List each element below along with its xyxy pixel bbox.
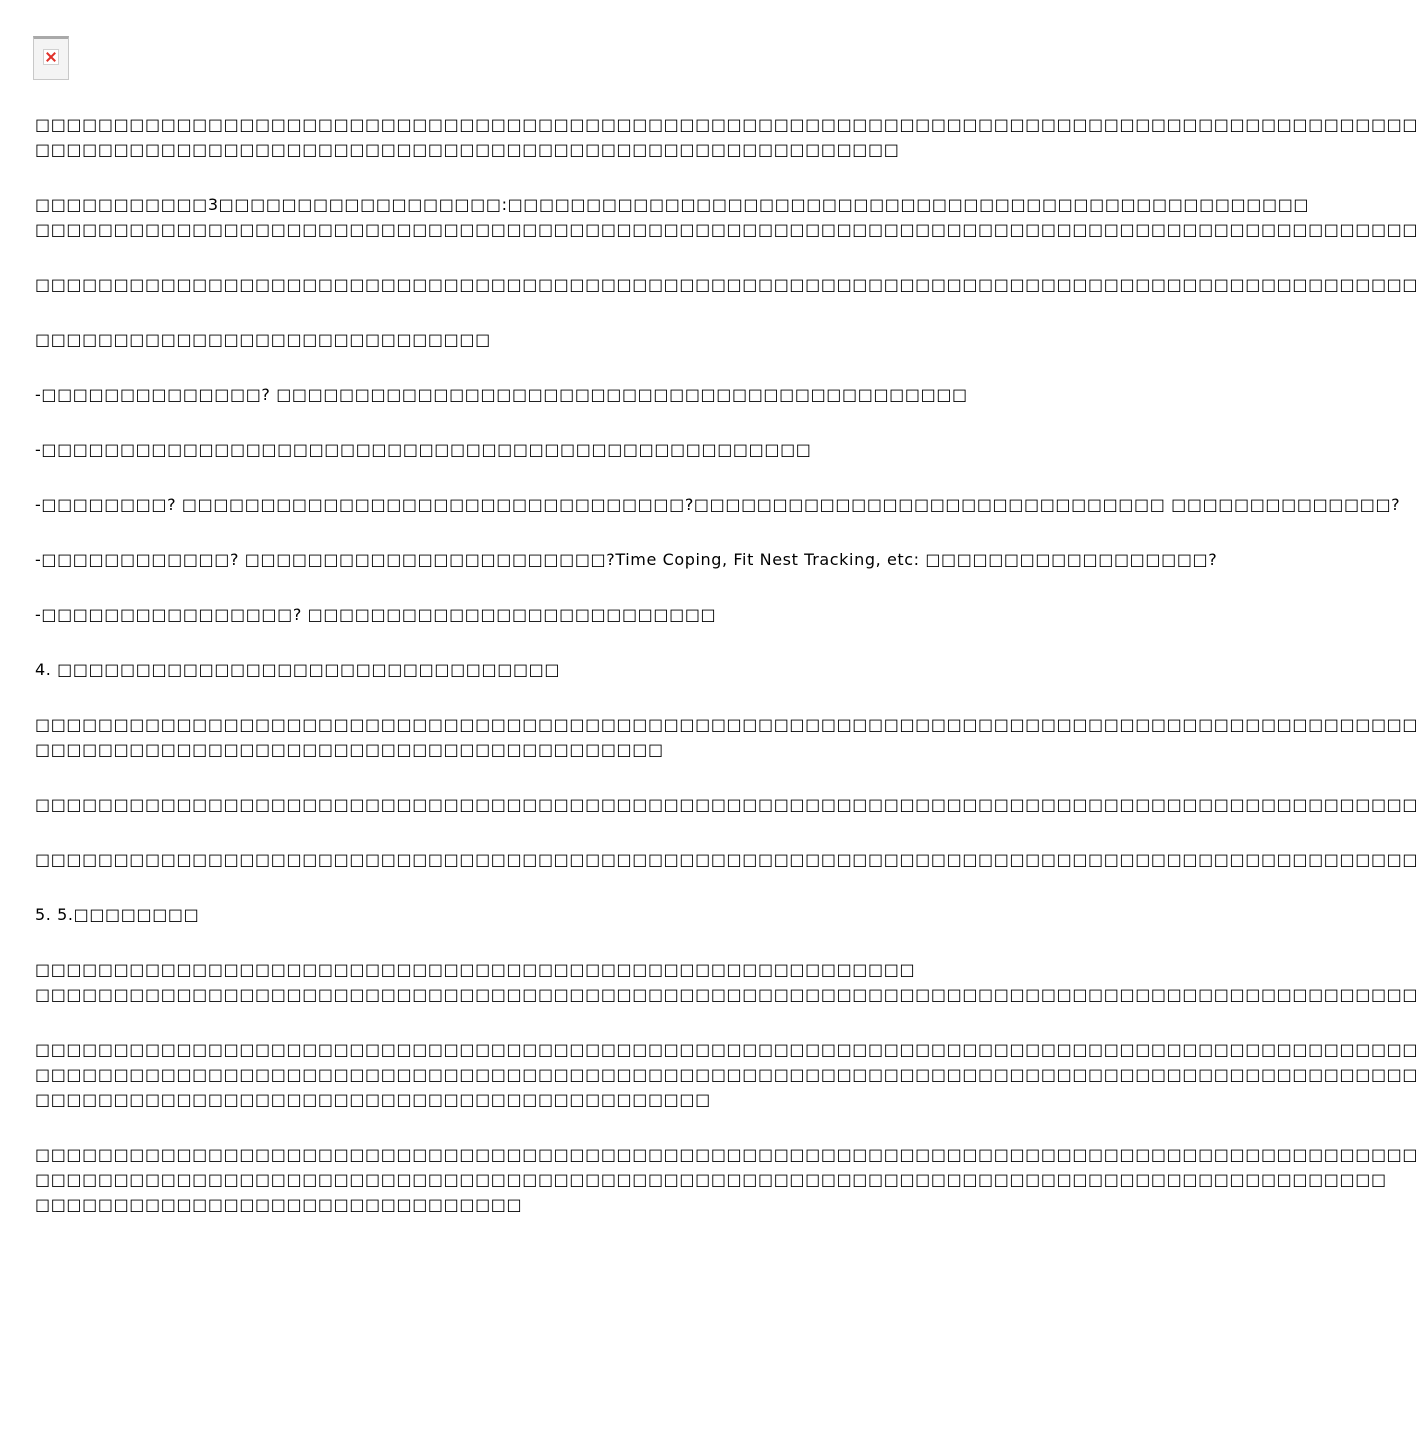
paragraph bbox=[35, 1037, 1418, 1112]
paragraph bbox=[35, 1142, 1418, 1217]
text-line: 5. 5.□□□□□□□□ bbox=[35, 905, 200, 924]
list-item bbox=[35, 547, 1218, 572]
broken-image-icon bbox=[33, 36, 69, 80]
text-line: -□□□□□□□□□□□□□□? □□□□□□□□□□□□□□□□□□□□□□□□□□□□□□□□□□□□□□□□□□□□ bbox=[35, 385, 968, 404]
text-line: -□□□□□□□□? □□□□□□□□□□□□□□□□□□□□□□□□□□□□□□□□?□□□□□□□□□□□□□□□□□□□□□□□□□□□□□□ □□□□□□□□□□□□□□? bbox=[35, 495, 1401, 514]
text-line: □□□□□□□□□□□□□□□□□□□□□□□□□□□□□□□□□□□□□□□□□□□□□□□□□□□□□□□□□□□□□□□□□□□□□□□□□□□□□□□□□□□□□□□□ bbox=[35, 795, 1418, 814]
text-line: □□□□□□□□□□□□□□□□□□□□□□□□□□□□□□□□□□□□□□□□□□□□□□□□□□□□□□□□□□□□□□□□□□□□□□□□□□□□□□□□□□□□□□ bbox=[35, 1170, 1387, 1189]
list-item bbox=[35, 437, 990, 462]
list-item bbox=[35, 602, 990, 627]
paragraph bbox=[35, 192, 1418, 242]
text-line: □□□□□□□□□□□□□□□□□□□□□□□□□□□□□□□□□□□□□□□□□□□□□□□□□□□□□□□□□□□□□□□□□□□□□□□□□□□□□□□□□□□□□□□□ bbox=[35, 115, 1418, 134]
text-line: -□□□□□□□□□□□□□□□□□□□□□□□□□□□□□□□□□□□□□□□□□□□□□□□□□ bbox=[35, 440, 812, 459]
text-line: □□□□□□□□□□□□□□□□□□□□□□□□□□□□□□□□□□□□□□□□□□□□□□□□□□□□□□□□□□□□□□□□□□□□□□□□□□□□□□□□□□□□□□□□ bbox=[35, 850, 1418, 869]
paragraph bbox=[35, 327, 990, 352]
image-error-x-icon bbox=[43, 49, 59, 65]
text-line: 4. □□□□□□□□□□□□□□□□□□□□□□□□□□□□□□□□ bbox=[35, 660, 561, 679]
paragraph bbox=[35, 847, 1418, 872]
section-heading bbox=[35, 902, 990, 927]
list-item bbox=[35, 492, 1401, 517]
text-line: □□□□□□□□□□□□□□□□□□□□□□□□□□□□□□□□□□□□□□□□□□□□□□□□□□□□□□□□ bbox=[35, 960, 916, 979]
text-line: □□□□□□□□□□□□□□□□□□□□□□□□□□□□□ bbox=[35, 330, 491, 349]
text-line: □□□□□□□□□□□□□□□□□□□□□□□□□□□□□□□□□□□□□□□□□□□□□□□□□□□□□□□□□□□□□□□□□□□□□□□□□□□□□□□□□□□□□□□□ bbox=[35, 985, 1418, 1004]
text-line: □□□□□□□□□□□□□□□□□□□□□□□□□□□□□□□□□□□□□□□□□□□□□□□□□□□□□□□□□□□□□□□□□□□□□□□□□□□□□□□□□□□□□□□□ bbox=[35, 715, 1418, 734]
text-line: □□□□□□□□□□□□□□□□□□□□□□□□□□□□□□□□□□□□□□□□□□□ bbox=[35, 1090, 711, 1109]
text-line: □□□□□□□□□□□□□□□□□□□□□□□□□□□□□□□□□□□□□□□□□□□□□□□□□□□□□□□□□□□□□□□□□□□□□□□□□□□□□□□□□□□□□□□□ bbox=[35, 1145, 1418, 1164]
paragraph bbox=[35, 792, 1418, 817]
paragraph bbox=[35, 272, 1418, 297]
text-line: □□□□□□□□□□□□□□□□□□□□□□□□□□□□□□□ bbox=[35, 1195, 523, 1214]
text-line: □□□□□□□□□□□□□□□□□□□□□□□□□□□□□□□□□□□□□□□□□□□□□□□□□□□□□□□□□□□□□□□□□□□□□□□□□□□□□□□□□□□□□□□□ bbox=[35, 275, 1418, 294]
text-line: -□□□□□□□□□□□□□□□□? □□□□□□□□□□□□□□□□□□□□□□□□□□ bbox=[35, 605, 717, 624]
text-line: □□□□□□□□□□□□□□□□□□□□□□□□□□□□□□□□□□□□□□□□□□□□□□□□□□□□□□□□□□□□□□□□□□□□□□□□□□□□□□□□□□□□□□□□ bbox=[35, 1065, 1418, 1084]
paragraph bbox=[35, 112, 1418, 162]
document-body bbox=[35, 112, 1418, 1247]
text-line: □□□□□□□□□□□3□□□□□□□□□□□□□□□□□□:□□□□□□□□□□□□□□□□□□□□□□□□□□□□□□□□□□□□□□□□□□□□□□□□□□□ bbox=[35, 195, 1310, 214]
text-line: □□□□□□□□□□□□□□□□□□□□□□□□□□□□□□□□□□□□□□□□□□□□□□□□□□□□□□□ bbox=[35, 140, 900, 159]
text-line: □□□□□□□□□□□□□□□□□□□□□□□□□□□□□□□□□□□□□□□□ bbox=[35, 740, 664, 759]
paragraph bbox=[35, 957, 1418, 1007]
section-heading bbox=[35, 657, 990, 682]
text-line: □□□□□□□□□□□□□□□□□□□□□□□□□□□□□□□□□□□□□□□□□□□□□□□□□□□□□□□□□□□□□□□□□□□□□□□□□□□□□□□□□□□□□□□□ bbox=[35, 1040, 1418, 1059]
paragraph bbox=[35, 712, 1418, 762]
text-line: □□□□□□□□□□□□□□□□□□□□□□□□□□□□□□□□□□□□□□□□□□□□□□□□□□□□□□□□□□□□□□□□□□□□□□□□□□□□□□□□□□□□□□□□ bbox=[35, 220, 1418, 239]
list-item bbox=[35, 382, 990, 407]
text-line: -□□□□□□□□□□□□? □□□□□□□□□□□□□□□□□□□□□□□?Time Coping, Fit Nest Tracking, etc: □□□□□□□□□□□□□□□□□□? bbox=[35, 550, 1218, 569]
